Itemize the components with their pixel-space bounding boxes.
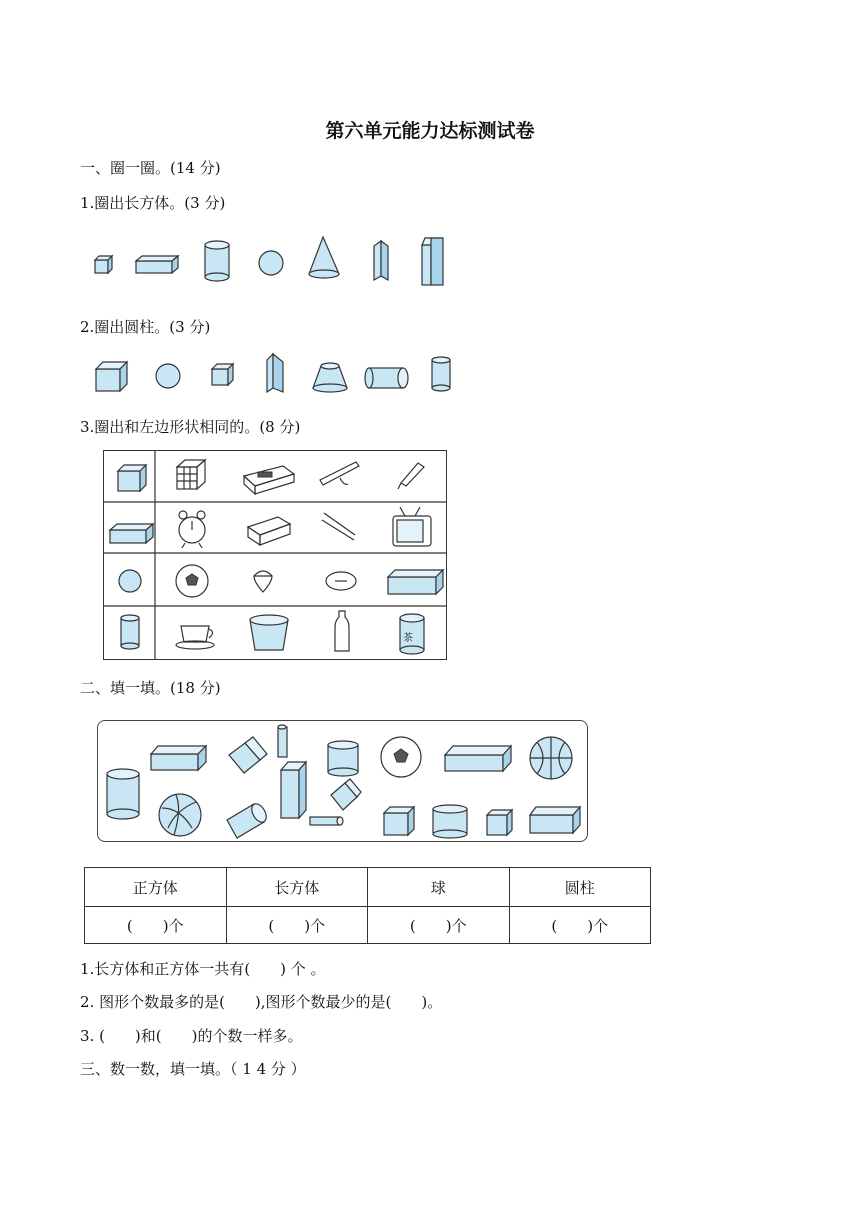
tea-can-label: 茶 — [403, 633, 413, 644]
answer-cube[interactable]: ( )个 — [85, 907, 227, 944]
answer-cuboid[interactable]: ( )个 — [226, 907, 368, 944]
question-1-3: 3.圈出和左边形状相同的。(8 分) — [80, 418, 301, 436]
header-cube: 正方体 — [85, 868, 227, 907]
q2-small-cube — [212, 364, 233, 385]
shapes-panel — [97, 720, 588, 842]
question-1-1: 1.圈出长方体。(3 分) — [80, 194, 226, 212]
question-2-2: 2. 图形个数最多的是( ),图形个数最少的是( )。 — [80, 993, 443, 1011]
question-2-1: 1.长方体和正方体一共有( ) 个 。 — [80, 960, 326, 978]
header-cuboid: 长方体 — [226, 868, 368, 907]
section1-heading: 一、圈一圈。(14 分) — [80, 159, 221, 177]
q2-frustum — [313, 363, 347, 392]
section3-heading: 三、数一数，填一填。（ 1 4 分 ） — [80, 1060, 306, 1078]
q2-lying-cylinder — [365, 368, 408, 388]
count-table — [84, 867, 651, 944]
answer-cylinder[interactable]: ( )个 — [509, 907, 651, 944]
q1-triangular-prism — [374, 241, 388, 280]
q2-sphere — [156, 364, 180, 388]
q1-sphere — [259, 251, 283, 275]
q1-flat-cuboid — [136, 256, 178, 273]
q1-tall-cuboid — [422, 238, 443, 285]
question-2-3: 3. ( )和( )的个数一样多。 — [80, 1027, 303, 1045]
q1-cone — [309, 237, 339, 278]
q2-cube — [96, 362, 127, 391]
q1-small-cube — [95, 256, 112, 273]
table-row — [85, 907, 651, 944]
q3-grid — [103, 450, 447, 660]
answer-sphere[interactable]: ( )个 — [368, 907, 510, 944]
q1-cylinder — [205, 241, 229, 281]
header-cylinder: 圆柱 — [509, 868, 651, 907]
page-title: 第六单元能力达标测试卷 — [325, 120, 535, 142]
question-1-2: 2.圈出圆柱。(3 分) — [80, 318, 211, 336]
section2-heading: 二、填一填。(18 分) — [80, 679, 221, 697]
table-header-row — [85, 868, 651, 907]
q2-triangular-prism — [267, 354, 283, 392]
q2-cylinder — [432, 357, 450, 391]
header-sphere: 球 — [368, 868, 510, 907]
